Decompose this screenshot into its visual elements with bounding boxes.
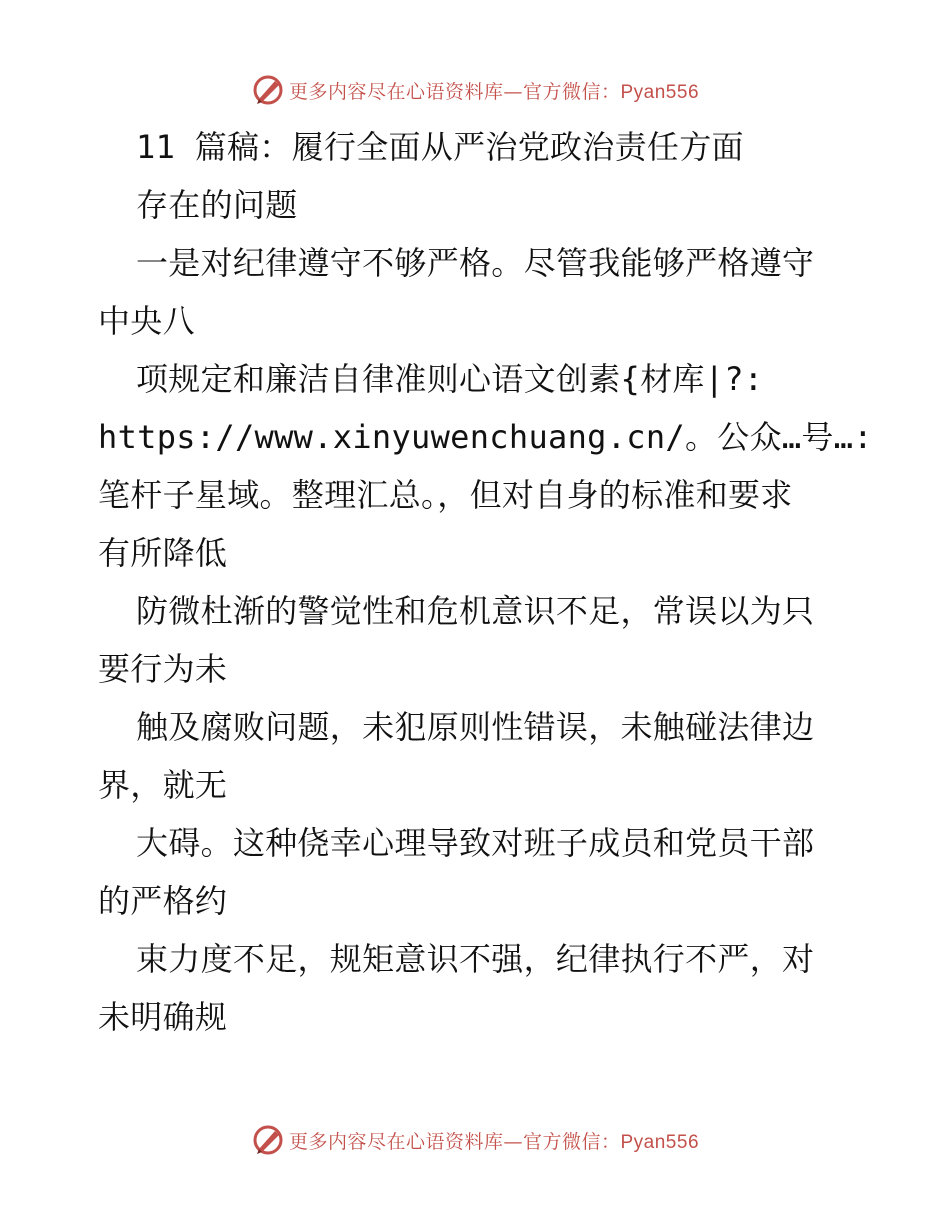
paragraph-line: 防微杜渐的警觉性和危机意识不足，常误以为只 <box>136 592 815 630</box>
header-watermark-banner <box>0 70 950 110</box>
paragraph-line: 束力度不足，规矩意识不强，纪律执行不严，对 <box>136 940 815 978</box>
paragraph-line: 界，就无 <box>98 766 228 804</box>
paragraph-line: https://www.xinyuwenchuang.cn/。公众…号…: <box>98 418 873 456</box>
doc-title-line: 11 篇稿：履行全面从严治党政治责任方面 <box>136 128 744 166</box>
paragraph-line: 一是对纪律遵守不够严格。尽管我能够严格遵守 <box>136 244 815 282</box>
paragraph-line: 的严格约 <box>98 882 228 920</box>
paragraph-line: 笔杆子星域。整理汇总。，但对自身的标准和要求 <box>98 476 793 514</box>
paragraph-line: 触及腐败问题，未犯原则性错误，未触碰法律边 <box>136 708 815 746</box>
paragraph-line: 未明确规 <box>98 998 228 1036</box>
paragraph-line: 中央八 <box>98 302 195 340</box>
document-body <box>98 118 873 1046</box>
paragraph-line: 有所降低 <box>98 534 228 572</box>
pen-logo-icon <box>251 73 285 107</box>
banner-text: 更多内容尽在心语资料库—官方微信：Pyan556 <box>288 1130 700 1153</box>
doc-subtitle-line: 存在的问题 <box>136 186 298 224</box>
footer-watermark-banner <box>0 1120 950 1160</box>
pen-logo-icon <box>251 1123 285 1157</box>
paragraph-line: 项规定和廉洁自律准则心语文创素{材库|?: <box>136 360 764 398</box>
paragraph-line: 要行为未 <box>98 650 228 688</box>
paragraph-line: 大碍。这种侥幸心理导致对班子成员和党员干部 <box>136 824 815 862</box>
banner-text: 更多内容尽在心语资料库—官方微信：Pyan556 <box>288 80 700 103</box>
